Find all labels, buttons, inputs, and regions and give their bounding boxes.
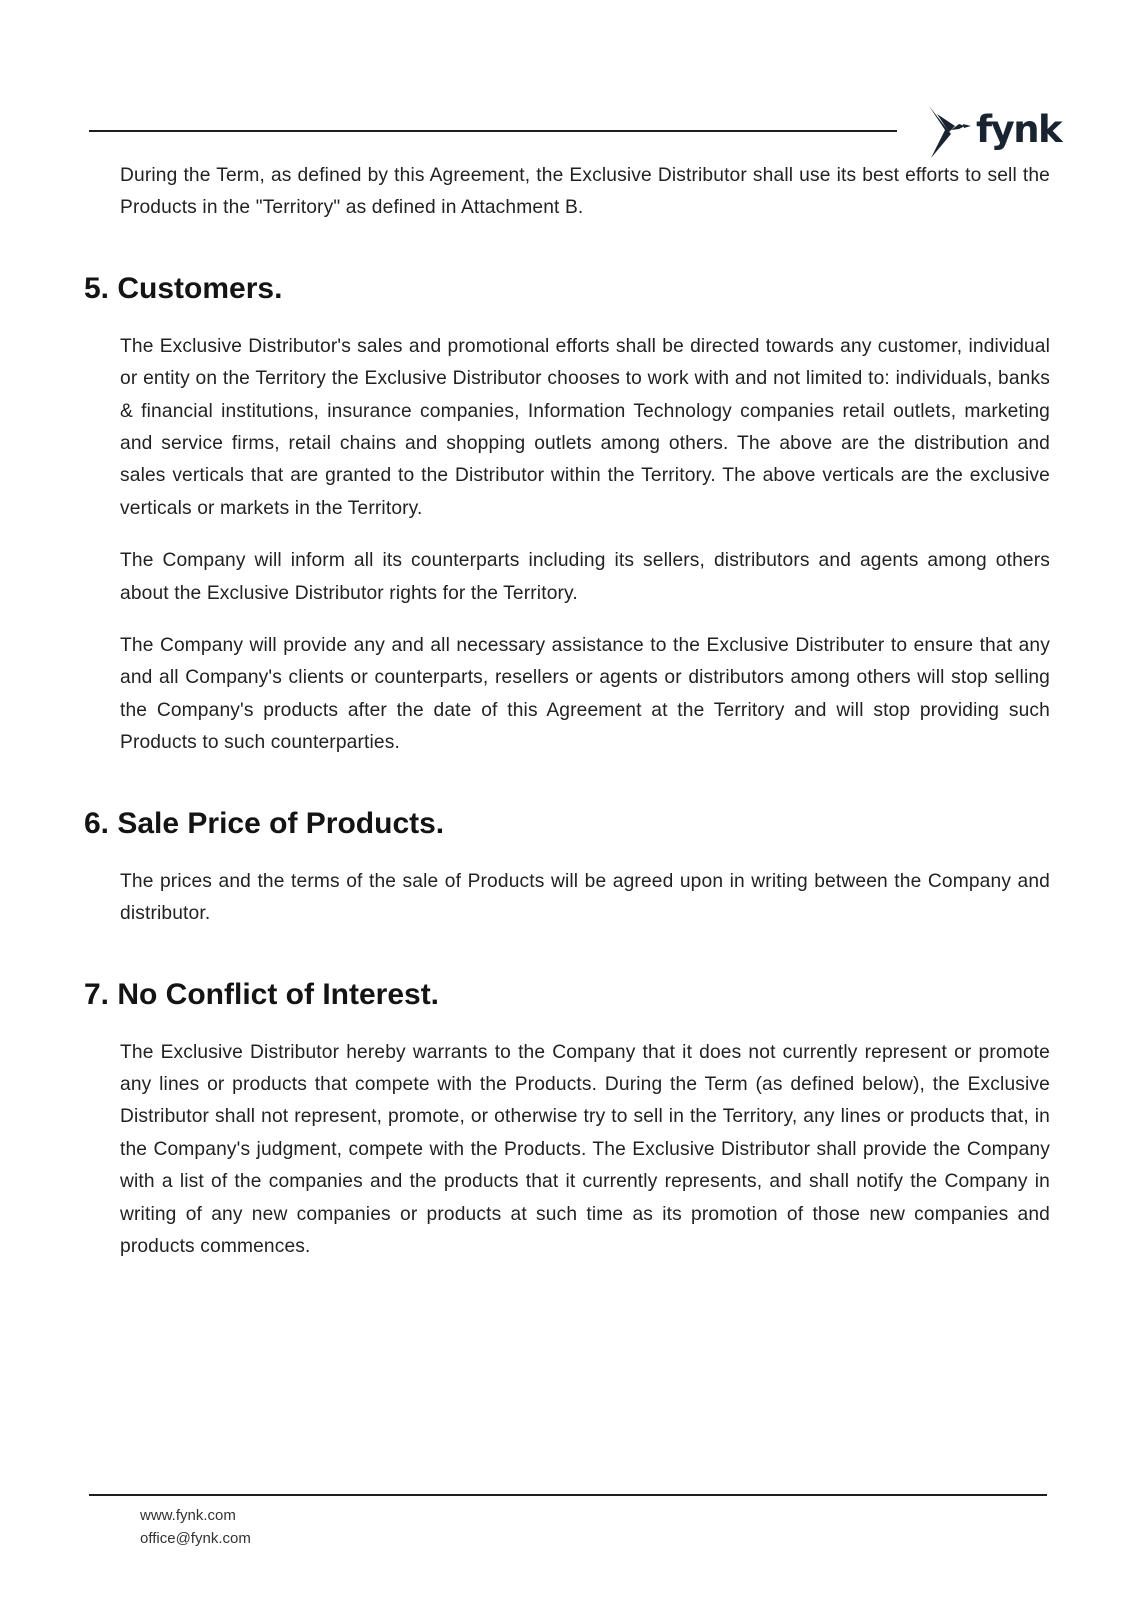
footer-divider	[89, 1494, 1047, 1496]
section-no-conflict	[84, 975, 1050, 1264]
intro-paragraph: During the Term, as defined by this Agreement, the Exclusive Distributor shall use its best efforts to sell the Products in the "Territory" as defined in Attachment B.	[120, 165, 1050, 219]
section-paragraph: The prices and the terms of the sale of Products will be agreed upon in writing between the Company and distributor.	[120, 870, 1050, 925]
footer-email-link[interactable]: office@fynk.com	[140, 1530, 251, 1547]
section-heading: 5. Customers.	[84, 271, 283, 305]
section-paragraph: The Company will provide any and all necessary assistance to the Exclusive Distributer to ensure that any and all Company's clients or counterparts, resellers or agents or distributors among others will stop selling the Company's products after the date of this Agreement at the Territory and will stop providing such Products to such counterparties.	[120, 635, 1050, 754]
footer-website-link[interactable]: www.fynk.com	[140, 1507, 236, 1524]
section-customers	[84, 269, 1050, 760]
bird-logo-icon	[925, 104, 973, 160]
section-paragraph: The Exclusive Distributor hereby warrants to the Company that it does not currently represent or promote any lines or products that compete with the Products. During the Term (as defined below), the Exclusive Distributor shall not represent, promote, or otherwise try to sell in the Territory, any lines or products that, in the Company's judgment, compete with the Products. The Exclusive Distributor shall provide the Company with a list of the companies and the products that it currently represents, and shall notify the Company in writing of any new companies or products at such time as its promotion of those new companies and products commences.	[120, 1041, 1050, 1257]
section-paragraph: The Company will inform all its counterparts including its sellers, distributors and agents among others about the Exclusive Distributor rights for the Territory.	[120, 550, 1050, 604]
fynk-logo	[925, 104, 1062, 160]
section-paragraph: The Exclusive Distributor's sales and promotional efforts shall be directed towards any customer, individual or entity on the Territory the Exclusive Distributor chooses to work with and not limited to: individuals, banks & financial institutions, insurance companies, Information Technology companies retail outlets, marketing and service firms, retail chains and shopping outlets among others. The above are the distribution and sales verticals that are granted to the Distributor within the Territory. The above verticals are the exclusive verticals or markets in the Territory.	[120, 335, 1050, 519]
footer	[140, 1504, 251, 1550]
document-body	[84, 160, 1050, 1283]
header-divider	[89, 130, 897, 132]
section-heading: 6. Sale Price of Products.	[84, 806, 445, 840]
section-sale-price	[84, 804, 1050, 931]
logo-wordmark: fynk	[976, 108, 1062, 151]
section-heading: 7. No Conflict of Interest.	[84, 977, 440, 1011]
